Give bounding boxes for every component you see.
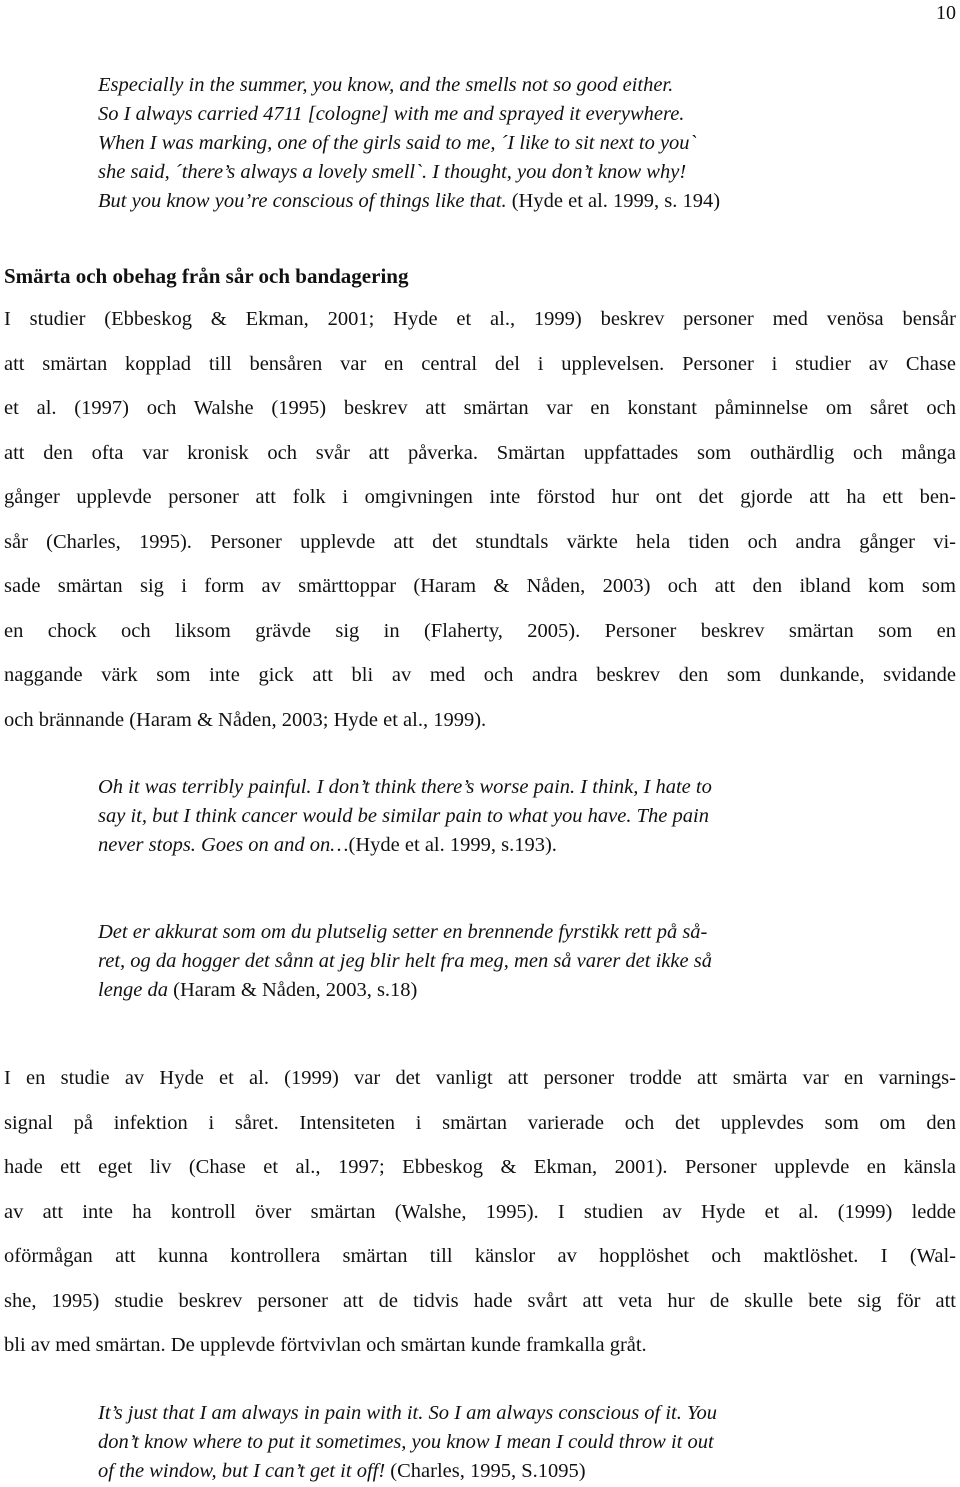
- quote-line: Especially in the summer, you know, and the smells not so good either.: [98, 74, 674, 96]
- paragraph-line: naggande värk som inte gick att bli av med och andra beskrev den som dunkande, svidande: [4, 664, 956, 686]
- quote-line: When I was marking, one of the girls said to me, ´I like to sit next to you`: [98, 132, 697, 154]
- paragraph-line: en chock och liksom grävde sig in (Flaherty, 2005). Personer beskrev smärtan som en: [4, 619, 956, 642]
- paragraph-line: bli av med smärtan. De upplevde förtvivlan och smärtan kunde framkalla gråt.: [4, 1334, 647, 1356]
- quote-line: Det er akkurat som om du plutselig setter en brennende fyrstikk rett på så-: [98, 921, 708, 943]
- quote-line: It’s just that I am always in pain with it. So I am always conscious of it. You: [98, 1402, 718, 1424]
- section-heading: Smärta och obehag från sår och bandagering: [4, 264, 409, 288]
- quote-text: never stops. Goes on and on…: [98, 834, 349, 856]
- paragraph-line: she, 1995) studie beskrev personer att de tidvis hade svårt att veta hur de skulle bete sig för att: [4, 1289, 956, 1312]
- quote-line: Oh it was terribly painful. I don’t think there’s worse pain. I think, I hate to: [98, 776, 712, 798]
- quote-citation: (Charles, 1995, S.1095): [385, 1460, 586, 1482]
- body-paragraph-1: [4, 297, 956, 742]
- block-quote-1: [98, 71, 898, 216]
- paragraph-line: att smärtan kopplad till bensåren var en central del i upplevelsen. Personer i studier av Chase: [4, 352, 956, 375]
- quote-line: [98, 976, 898, 1005]
- body-paragraph-2: [4, 1056, 956, 1368]
- paragraph-line: att den ofta var kronisk och svår att påverka. Smärtan uppfattades som outhärdlig och många: [4, 441, 956, 464]
- paragraph-line: av att inte ha kontroll över smärtan (Walshe, 1995). I studien av Hyde et al. (1999) ledde: [4, 1200, 956, 1223]
- paragraph-line: och brännande (Haram & Nåden, 2003; Hyde et al., 1999).: [4, 708, 487, 731]
- quote-citation: (Haram & Nåden, 2003, s.18): [168, 979, 418, 1001]
- quote-text: But you know you’re conscious of things like that.: [98, 190, 507, 212]
- quote-citation: (Hyde et al. 1999, s. 194): [506, 190, 721, 212]
- block-quote-2: [98, 773, 898, 860]
- paragraph-line: gånger upplevde personer att folk i omgivningen inte förstod hur ont det gjorde att ha ett ben-: [4, 486, 956, 508]
- paragraph-line: sade smärtan sig i form av smärttoppar (Haram & Nåden, 2003) och att den ibland kom som: [4, 575, 956, 597]
- page-number: 10: [936, 2, 956, 24]
- quote-citation: (Hyde et al. 1999, s.193).: [348, 834, 557, 856]
- quote-line: [98, 831, 898, 860]
- quote-line: [98, 1457, 898, 1486]
- quote-line: ret, og da hogger det sånn at jeg blir helt fra meg, men så varer det ikke så: [98, 950, 712, 972]
- quote-line: [98, 187, 898, 216]
- block-quote-4: [98, 1399, 898, 1486]
- paragraph-line: hade ett eget liv (Chase et al., 1997; Ebbeskog & Ekman, 2001). Personer upplevde en känsla: [4, 1156, 956, 1178]
- quote-text: lenge da: [98, 979, 169, 1001]
- paragraph-line: I en studie av Hyde et al. (1999) var det vanligt att personer trodde att smärta var en varnings-: [4, 1067, 956, 1089]
- paragraph-line: I studier (Ebbeskog & Ekman, 2001; Hyde et al., 1999) beskrev personer med venösa bensår: [4, 308, 956, 330]
- quote-line: say it, but I think cancer would be similar pain to what you have. The pain: [98, 805, 709, 827]
- paragraph-line: et al. (1997) och Walshe (1995) beskrev att smärtan var en konstant påminnelse om såret och: [4, 397, 956, 419]
- paragraph-line: oförmågan att kunna kontrollera smärtan till känslor av hopplöshet och maktlöshet. I (Wal-: [4, 1245, 956, 1267]
- quote-line: don’t know where to put it sometimes, you know I mean I could throw it out: [98, 1431, 714, 1453]
- quote-text: of the window, but I can’t get it off!: [98, 1460, 386, 1482]
- paragraph-line: signal på infektion i såret. Intensiteten i smärtan varierade och det upplevdes som om den: [4, 1111, 956, 1134]
- quote-line: So I always carried 4711 [cologne] with me and sprayed it everywhere.: [98, 103, 685, 125]
- quote-line: she said, ´there’s always a lovely smell`. I thought, you don’t know why!: [98, 161, 687, 183]
- block-quote-3: [98, 918, 898, 1005]
- paragraph-line: sår (Charles, 1995). Personer upplevde att det stundtals värkte hela tiden och andra gånger vi-: [4, 530, 956, 553]
